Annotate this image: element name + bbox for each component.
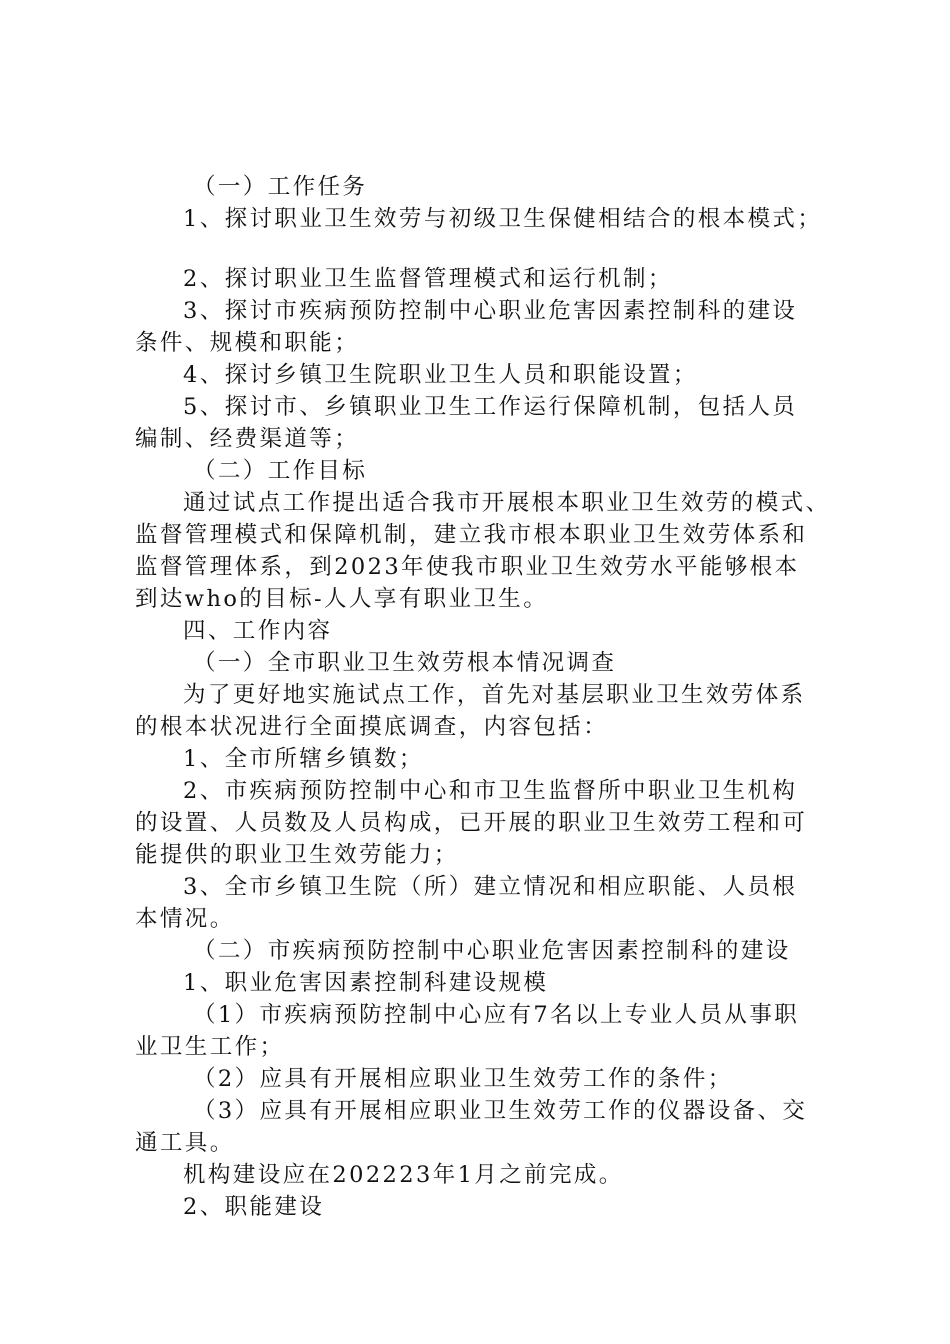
task-item-1: 1、探讨职业卫生效劳与初级卫生保健相结合的根本模式； — [183, 206, 823, 232]
paragraph-line: 的根本状况进行全面摸底调查，内容包括： — [135, 714, 609, 740]
survey-item-1: 1、全市所辖乡镇数； — [183, 746, 424, 772]
task-item-5: 5、探讨市、乡镇职业卫生工作运行保障机制，包括人员 — [183, 394, 798, 420]
document-body — [135, 171, 831, 1223]
requirement-item-3: （3）应具有开展相应职业卫生效劳工作的仪器设备、交 — [193, 1098, 808, 1124]
section-heading: （一）全市职业卫生效劳根本情况调查 — [193, 650, 617, 676]
paragraph-line: 通过试点工作提出适合我市开展根本职业卫生效劳的模式、 — [183, 490, 831, 516]
requirement-item-1: （1）市疾病预防控制中心应有7名以上专业人员从事职 — [193, 1002, 800, 1028]
paragraph-line: 监督管理体系，到2023年使我市职业卫生效劳水平能够根本 — [135, 554, 800, 580]
requirement-item-2: （2）应具有开展相应职业卫生效劳工作的条件； — [193, 1066, 733, 1092]
task-item-5-cont: 编制、经费渠道等； — [135, 426, 360, 452]
paragraph-line: 为了更好地实施试点工作，首先对基层职业卫生效劳体系 — [183, 682, 806, 708]
subsection-heading: 1、职业危害因素控制科建设规模 — [183, 970, 549, 996]
survey-item-2-cont: 能提供的职业卫生效劳能力； — [135, 842, 459, 868]
survey-item-3-cont: 本情况。 — [135, 906, 235, 932]
paragraph-line: 监督管理模式和保障机制，建立我市根本职业卫生效劳体系和 — [135, 522, 808, 548]
survey-item-2-cont: 的设置、人员数及人员构成，已开展的职业卫生效劳工程和可 — [135, 810, 808, 836]
requirement-item-1-cont: 业卫生工作； — [135, 1034, 285, 1060]
section-heading: （二）工作目标 — [193, 458, 368, 484]
task-item-4: 4、探讨乡镇卫生院职业卫生人员和职能设置； — [183, 362, 698, 388]
section-heading: （二）市疾病预防控制中心职业危害因素控制科的建设 — [193, 938, 791, 964]
subsection-heading: 2、职能建设 — [183, 1194, 325, 1220]
section-heading: （一）工作任务 — [193, 174, 368, 200]
survey-item-2: 2、市疾病预防控制中心和市卫生监督所中职业卫生机构 — [183, 778, 798, 804]
survey-item-3: 3、全市乡镇卫生院（所）建立情况和相应职能、人员根 — [183, 874, 798, 900]
requirement-item-3-cont: 通工具。 — [135, 1130, 235, 1156]
paragraph-line: 机构建设应在202223年1月之前完成。 — [183, 1162, 624, 1188]
spacer — [135, 235, 825, 263]
task-item-3: 3、探讨市疾病预防控制中心职业危害因素控制科的建设 — [183, 298, 798, 324]
paragraph-line: 到达who的目标-人人享有职业卫生。 — [135, 586, 549, 612]
chapter-heading: 四、工作内容 — [183, 618, 333, 644]
task-item-3-cont: 条件、规模和职能； — [135, 330, 360, 356]
task-item-2: 2、探讨职业卫生监督管理模式和运行机制； — [183, 266, 673, 292]
